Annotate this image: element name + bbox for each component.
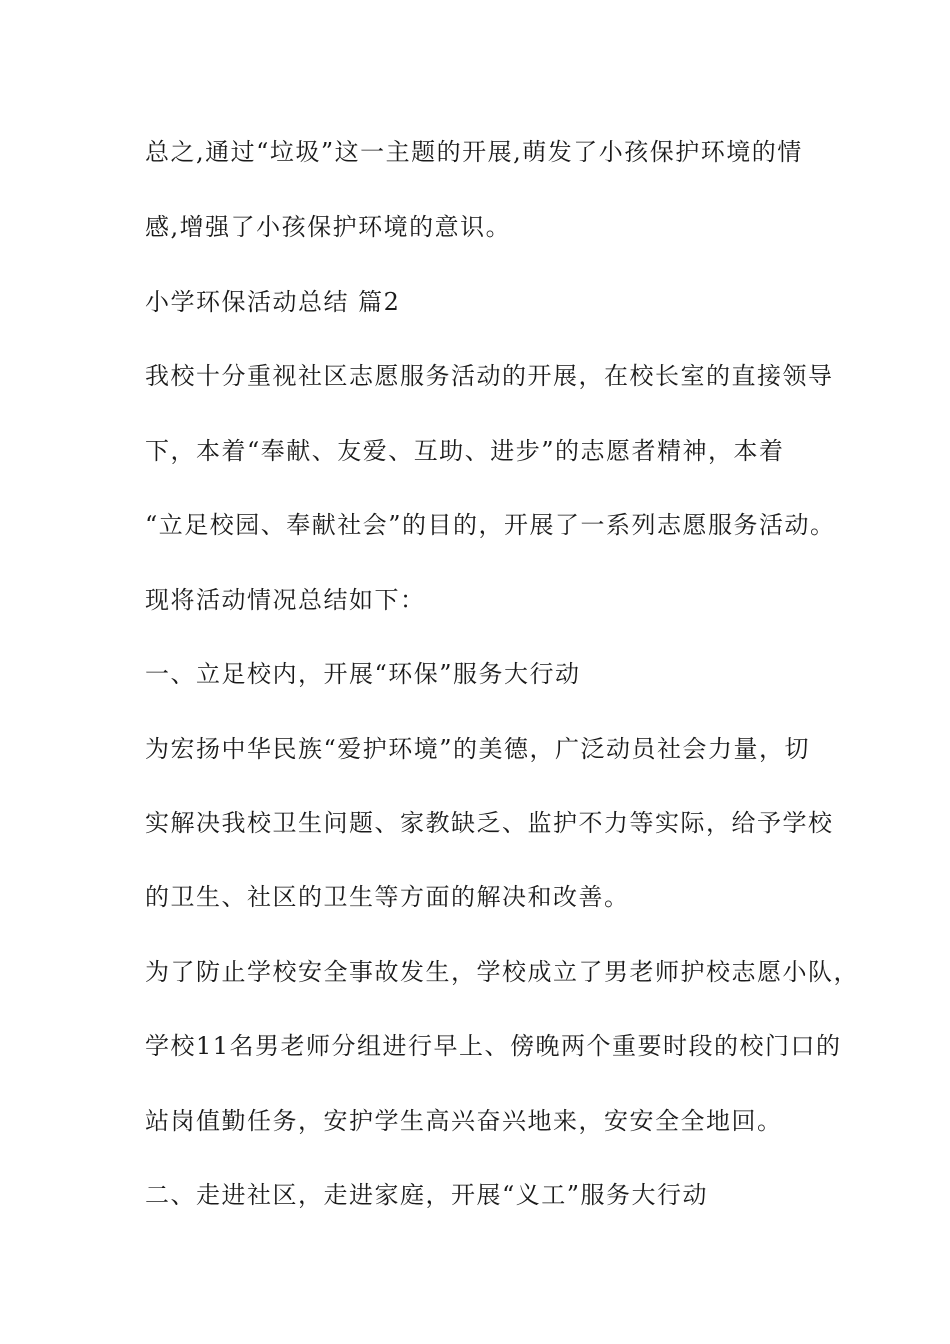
paragraph-line: 感,增强了小孩保护环境的意识。 bbox=[145, 213, 512, 241]
paragraph-line: 站岗值勤任务，安护学生高兴奋兴地来，安安全全地回。 bbox=[145, 1107, 783, 1135]
section-heading: 二、走进社区，走进家庭，开展“义工”服务大行动 bbox=[145, 1181, 709, 1209]
section-heading: 一、立足校内，开展“环保”服务大行动 bbox=[145, 660, 581, 688]
paragraph-line: 下，本着“奉献、友爱、互助、进步”的志愿者精神，本着 bbox=[145, 437, 785, 465]
paragraph-line: 为了防止学校安全事故发生，学校成立了男老师护校志愿小队， bbox=[145, 958, 859, 986]
paragraph-line: “立足校园、奉献社会”的目的，开展了一系列志愿服务活动。 bbox=[145, 511, 836, 539]
paragraph-line: 为宏扬中华民族“爱护环境”的美德，广泛动员社会力量，切 bbox=[145, 735, 811, 763]
section-title: 小学环保活动总结 篇2 bbox=[145, 288, 401, 316]
paragraph-line: 学校11名男老师分组进行早上、傍晚两个重要时段的校门口的 bbox=[145, 1032, 842, 1060]
paragraph-line: 的卫生、社区的卫生等方面的解决和改善。 bbox=[145, 883, 630, 911]
paragraph-line: 我校十分重视社区志愿服务活动的开展，在校长室的直接领导 bbox=[145, 362, 834, 390]
paragraph-line: 实解决我校卫生问题、家教缺乏、监护不力等实际，给予学校 bbox=[145, 809, 834, 837]
paragraph-line: 现将活动情况总结如下： bbox=[145, 586, 426, 614]
paragraph-line: 总之,通过“垃圾”这一主题的开展,萌发了小孩保护环境的情 bbox=[145, 138, 803, 166]
